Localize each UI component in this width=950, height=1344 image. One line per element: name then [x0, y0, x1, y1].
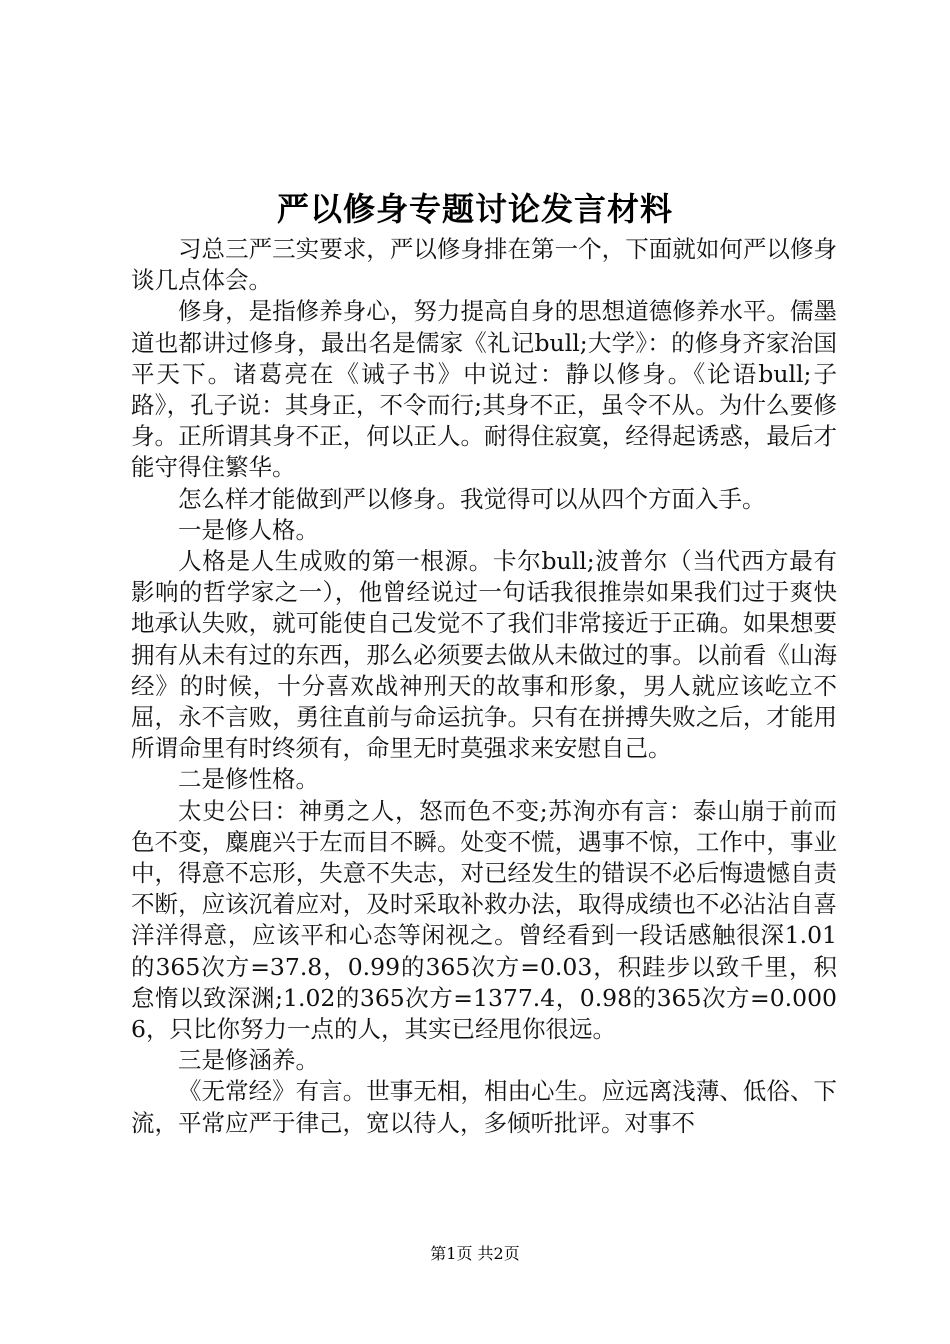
paragraph-personality: 人格是人生成败的第一根源。卡尔bull;波普尔（当代西方最有影响的哲学家之一），他曾经说过一句话我很推崇如果我们过于爽快地承认失败，就可能使自己发觉不了我们非常接近于正确。如果想要拥有从未有过的东西，那么必须要去做从未做过的事。以前看《山海经》的时候，十分喜欢战神刑天的故事和形象，男人就应该屹立不屈，永不言败，勇往直前与命运抗争。只有在拼搏失败之后，才能用所谓命里有时终须有，命里无时莫强求来安慰自己。 — [131, 547, 837, 763]
paragraph-definition: 修身，是指修养身心，努力提高自身的思想道德修养水平。儒墨道也都讲过修身，最出名是儒家《礼记bull;大学》：的修身齐家治国平天下。诸葛亮在《诫子书》中说过：静以修身。《论语bull;子路》，孔子说：其身正，不令而行;其身不正，虽令不从。为什么要修身。正所谓其身不正，何以正人。耐得住寂寞，经得起诱惑，最后才能守得住繁华。 — [131, 297, 837, 482]
paragraph-temperament: 太史公曰：神勇之人，怒而色不变;苏洵亦有言：泰山崩于前而色不变，麋鹿兴于左而目不瞬。处变不慌，遇事不惊，工作中，事业中，得意不忘形，失意不失志，对已经发生的错误不必后悔遗憾自责不断，应该沉着应对，及时采取补救办法，取得成绩也不必沾沾自喜洋洋得意，应该平和心态等闲视之。曾经看到一段话感触很深1.01的365次方=37.8，0.99的365次方=0.03，积跬步以致千里，积怠惰以致深渊;1.02的365次方=1377.4，0.98的365次方=0.0006，只比你努力一点的人，其实已经甩你很远。 — [131, 796, 837, 1044]
paragraph-cultivation: 《无常经》有言。世事无相，相由心生。应远离浅薄、低俗、下流，平常应严于律己，宽以待人，多倾听批评。对事不 — [131, 1077, 837, 1137]
paragraph-approach: 怎么样才能做到严以修身。我觉得可以从四个方面入手。 — [178, 484, 766, 513]
document-title: 严以修身专题讨论发言材料 — [276, 190, 673, 228]
document-body — [131, 234, 837, 1139]
section-heading-cultivation: 三是修涵养。 — [178, 1046, 319, 1075]
section-heading-temperament: 二是修性格。 — [178, 765, 319, 794]
page-number-footer: 第1页 共2页 — [430, 1244, 520, 1263]
paragraph-intro: 习总三严三实要求，严以修身排在第一个，下面就如何严以修身谈几点体会。 — [131, 235, 837, 295]
section-heading-personality: 一是修人格。 — [178, 515, 319, 544]
